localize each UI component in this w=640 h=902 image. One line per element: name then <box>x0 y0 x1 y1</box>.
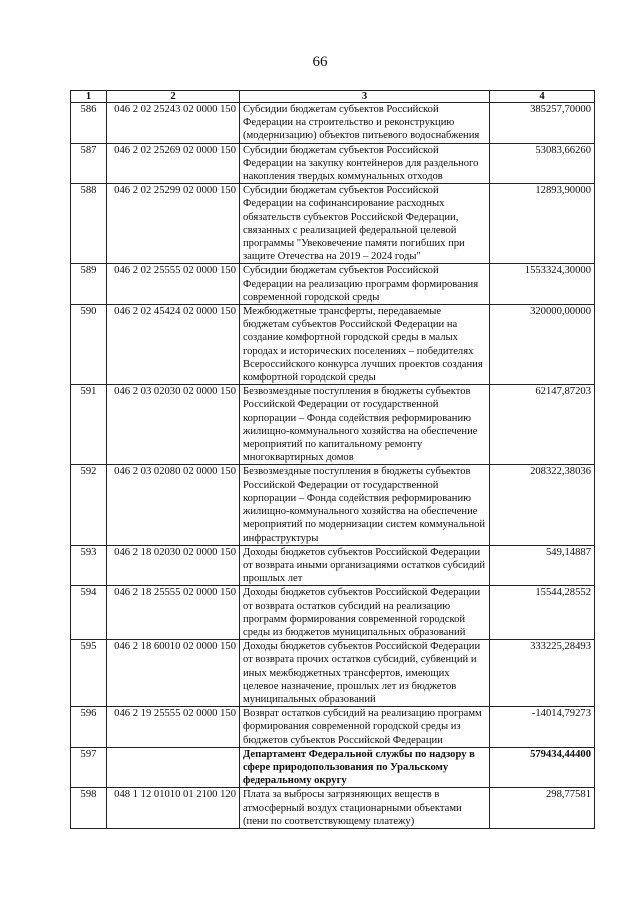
row-number: 597 <box>71 747 107 788</box>
budget-table <box>70 90 595 829</box>
budget-code <box>107 747 240 788</box>
table-row <box>71 586 595 640</box>
row-amount: 549,14887 <box>490 545 595 586</box>
table-row <box>71 640 595 707</box>
row-number: 591 <box>71 385 107 465</box>
budget-code: 046 2 02 25269 02 0000 150 <box>107 143 240 184</box>
budget-code: 046 2 02 25555 02 0000 150 <box>107 264 240 305</box>
table-row <box>71 747 595 788</box>
row-amount: 385257,70000 <box>490 103 595 144</box>
row-description: Субсидии бюджетам субъектов Российской Федерации на закупку контейнеров для раздельного накопления твердых коммунальных отходов <box>240 143 490 184</box>
column-header-number: 1 <box>71 91 107 103</box>
budget-code: 046 2 02 25299 02 0000 150 <box>107 184 240 264</box>
table-row <box>71 788 595 829</box>
row-amount: 333225,28493 <box>490 640 595 707</box>
table-row <box>71 707 595 748</box>
row-number: 586 <box>71 103 107 144</box>
row-description: Субсидии бюджетам субъектов Российской Федерации на софинансирование расходных обязательств субъектов Российской Федерации, связанных с реализацией федеральной целевой программы "Увековечение памяти погибших при защите Отечества на 2019 – 2024 годы" <box>240 184 490 264</box>
budget-code: 046 2 02 45424 02 0000 150 <box>107 305 240 385</box>
row-amount: 298,77581 <box>490 788 595 829</box>
row-description: Департамент Федеральной службы по надзору в сфере природопользования по Уральскому федеральному округу <box>240 747 490 788</box>
table-row <box>71 305 595 385</box>
row-description: Безвозмездные поступления в бюджеты субъектов Российской Федерации от государственной корпорации – Фонда содействия реформированию жилищно-коммунального хозяйства на обеспечение мероприятий по модернизации систем коммунальной инфраструктуры <box>240 465 490 545</box>
table-row <box>71 264 595 305</box>
table-header-row <box>71 91 595 103</box>
row-amount: 320000,00000 <box>490 305 595 385</box>
row-description: Доходы бюджетов субъектов Российской Федерации от возврата прочих остатков субсидий, субвенций и иных межбюджетных трансфертов, имеющих целевое назначение, прошлых лет из бюджетов муниципальных образований <box>240 640 490 707</box>
row-number: 590 <box>71 305 107 385</box>
row-amount: 62147,87203 <box>490 385 595 465</box>
row-number: 588 <box>71 184 107 264</box>
budget-code: 048 1 12 01010 01 2100 120 <box>107 788 240 829</box>
row-description: Плата за выбросы загрязняющих веществ в атмосферный воздух стационарными объектами (пени по соответствующему платежу) <box>240 788 490 829</box>
row-number: 595 <box>71 640 107 707</box>
row-amount: 208322,38036 <box>490 465 595 545</box>
row-amount: 53083,66260 <box>490 143 595 184</box>
column-header-description: 3 <box>240 91 490 103</box>
row-amount: -14014,79273 <box>490 707 595 748</box>
table-row <box>71 465 595 545</box>
row-description: Доходы бюджетов субъектов Российской Федерации от возврата остатков субсидий на реализацию программ формирования современной городской среды из бюджетов муниципальных образований <box>240 586 490 640</box>
row-amount: 1553324,30000 <box>490 264 595 305</box>
row-number: 587 <box>71 143 107 184</box>
row-amount: 12893,90000 <box>490 184 595 264</box>
row-description: Возврат остатков субсидий на реализацию программ формирования современной городской среды из бюджетов субъектов Российской Федерации <box>240 707 490 748</box>
row-number: 598 <box>71 788 107 829</box>
table-row <box>71 143 595 184</box>
table-row <box>71 545 595 586</box>
budget-code: 046 2 02 25243 02 0000 150 <box>107 103 240 144</box>
row-number: 593 <box>71 545 107 586</box>
budget-code: 046 2 18 02030 02 0000 150 <box>107 545 240 586</box>
table-row <box>71 103 595 144</box>
budget-code: 046 2 03 02030 02 0000 150 <box>107 385 240 465</box>
row-description: Субсидии бюджетам субъектов Российской Федерации на реализацию программ формирования современной городской среды <box>240 264 490 305</box>
column-header-amount: 4 <box>490 91 595 103</box>
row-number: 596 <box>71 707 107 748</box>
column-header-code: 2 <box>107 91 240 103</box>
row-description: Доходы бюджетов субъектов Российской Федерации от возврата иными организациями остатков субсидий прошлых лет <box>240 545 490 586</box>
budget-code: 046 2 19 25555 02 0000 150 <box>107 707 240 748</box>
row-number: 594 <box>71 586 107 640</box>
page-number: 66 <box>312 54 328 70</box>
budget-code: 046 2 03 02080 02 0000 150 <box>107 465 240 545</box>
row-number: 589 <box>71 264 107 305</box>
row-amount: 579434,44400 <box>490 747 595 788</box>
row-amount: 15544,28552 <box>490 586 595 640</box>
row-number: 592 <box>71 465 107 545</box>
table-row <box>71 184 595 264</box>
row-description: Субсидии бюджетам субъектов Российской Федерации на строительство и реконструкцию (модернизацию) объектов питьевого водоснабжения <box>240 103 490 144</box>
budget-code: 046 2 18 25555 02 0000 150 <box>107 586 240 640</box>
budget-code: 046 2 18 60010 02 0000 150 <box>107 640 240 707</box>
row-description: Межбюджетные трансферты, передаваемые бюджетам субъектов Российской Федерации на создание комфортной городской среды в малых городах и исторических поселениях – победителях Всероссийского конкурса лучших проектов создания комфортной городской среды <box>240 305 490 385</box>
row-description: Безвозмездные поступления в бюджеты субъектов Российской Федерации от государственной корпорации – Фонда содействия реформированию жилищно-коммунального хозяйства на обеспечение мероприятий по капитальному ремонту многоквартирных домов <box>240 385 490 465</box>
table-row <box>71 385 595 465</box>
